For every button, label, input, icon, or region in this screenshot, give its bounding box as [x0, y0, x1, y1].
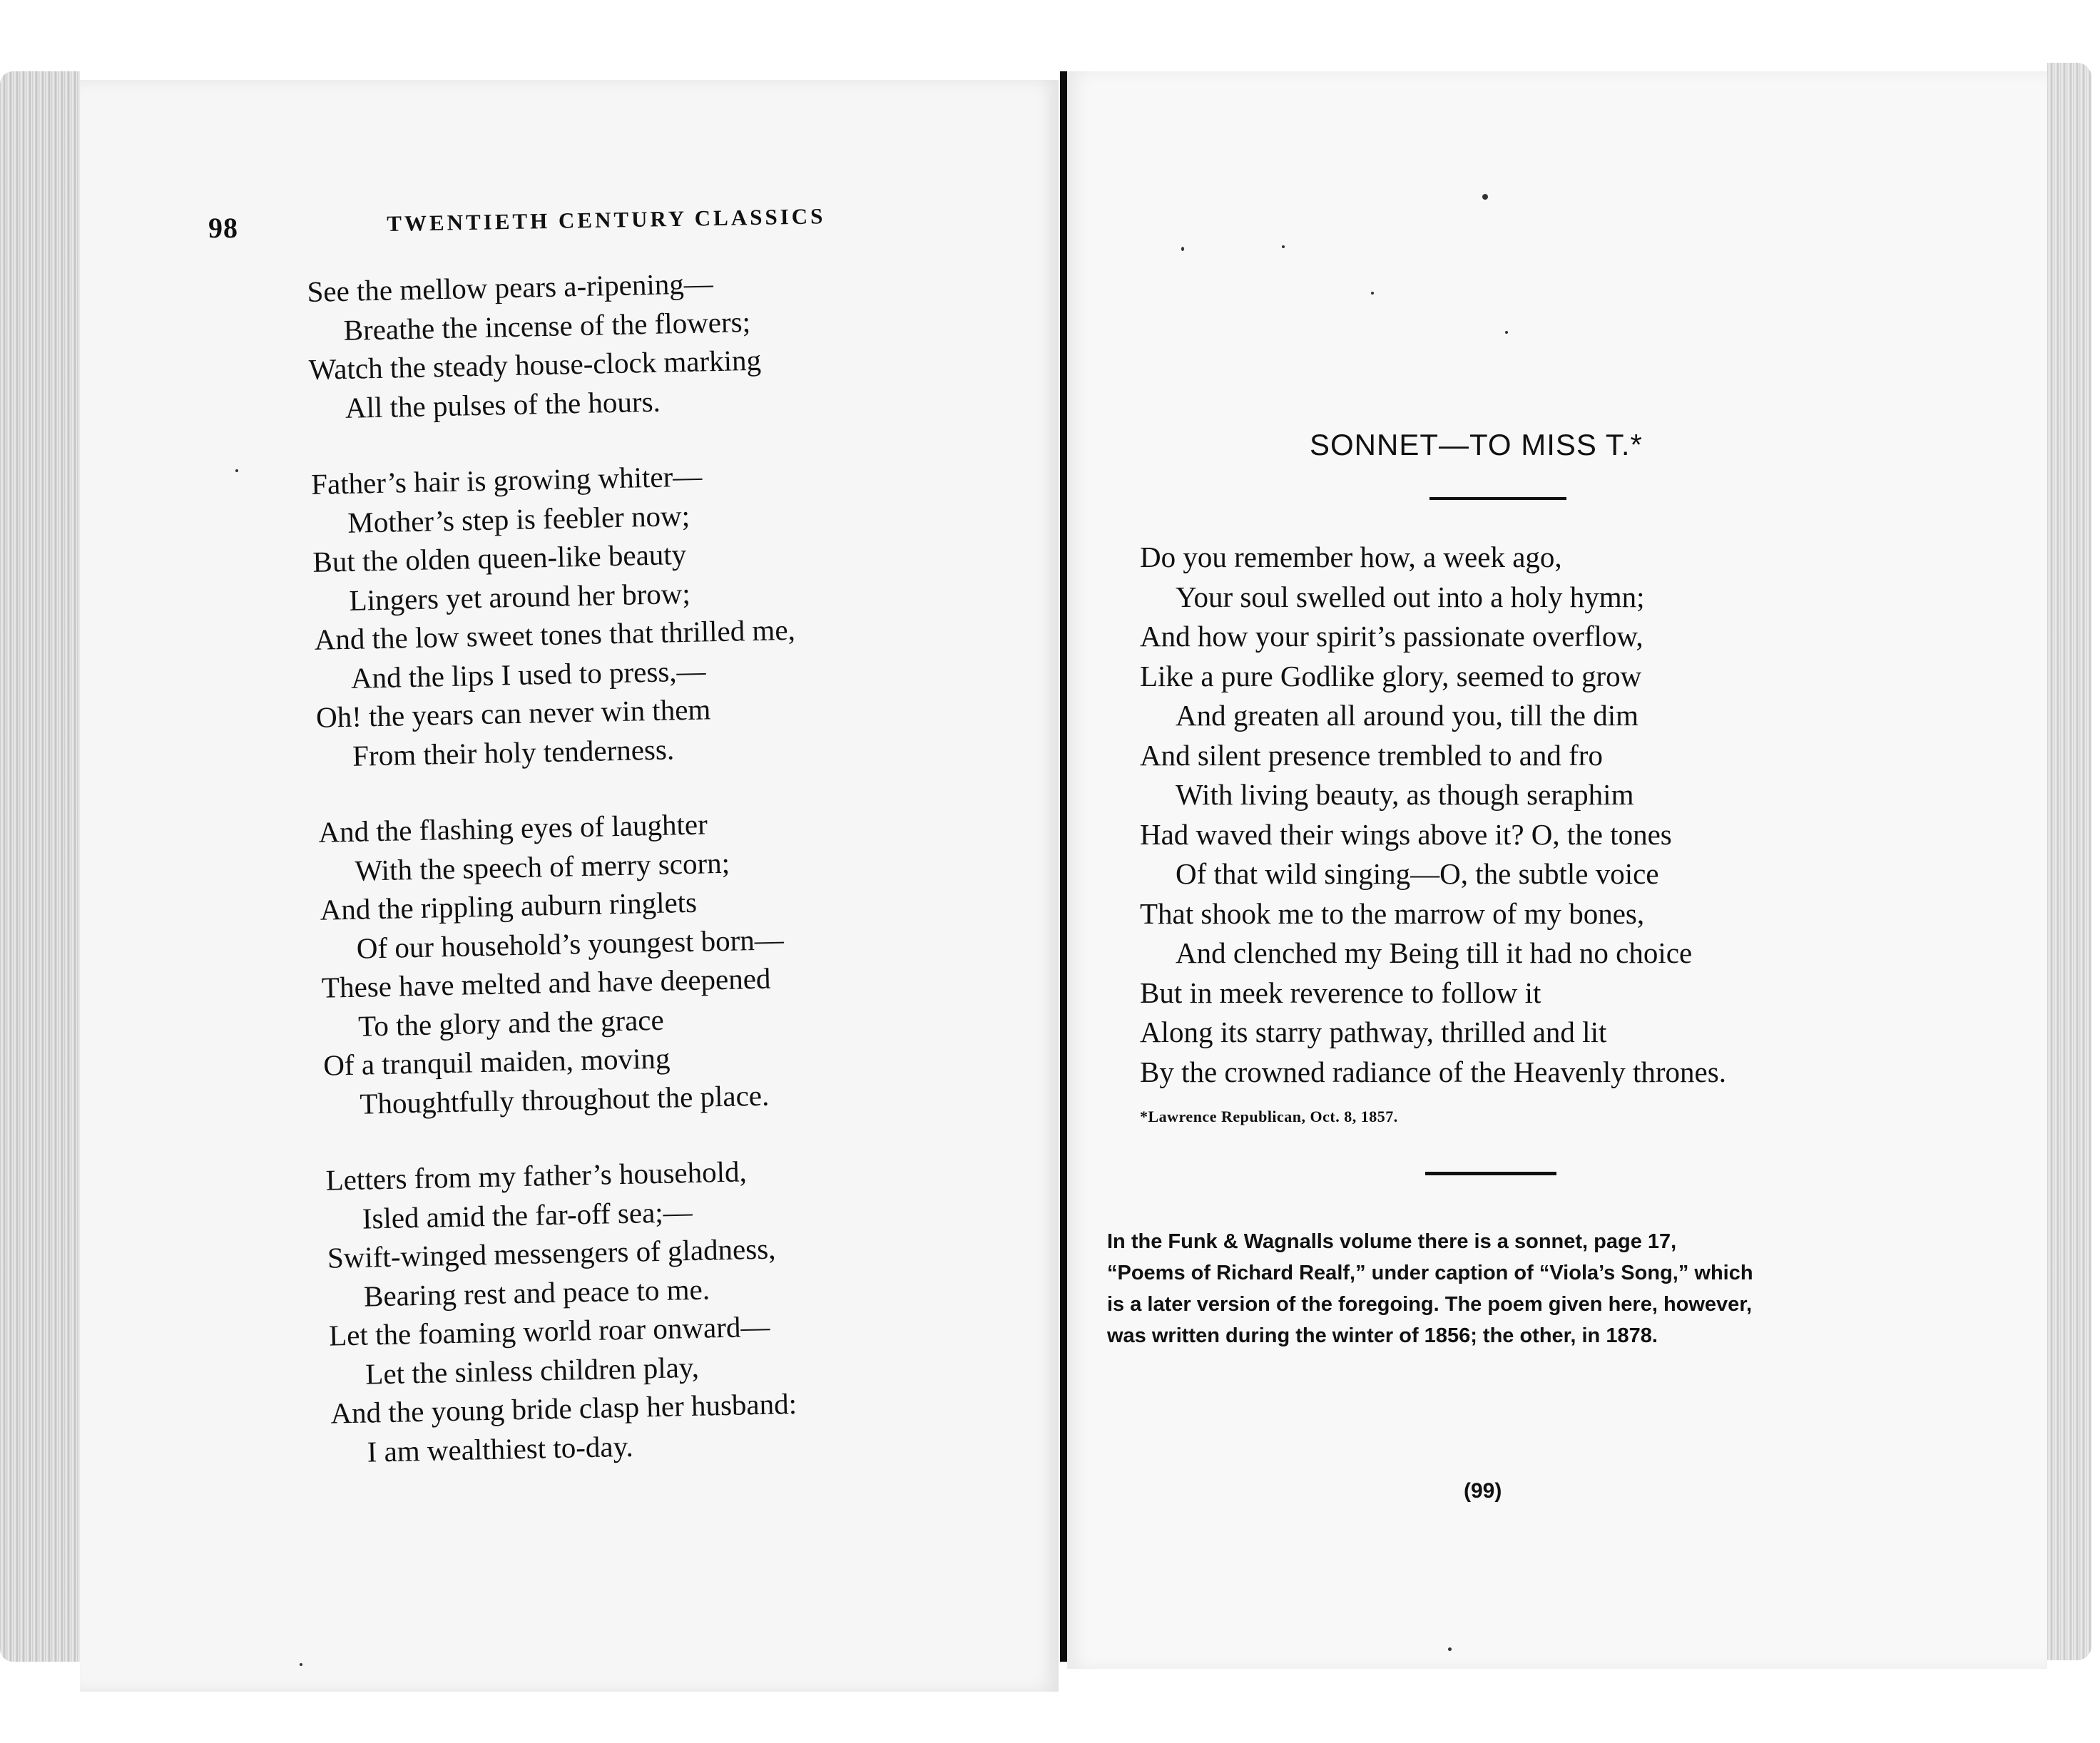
- poem-line: All the pulses of the hours.: [345, 384, 661, 424]
- poem-line: Swift-winged messengers of gladness,: [327, 1232, 776, 1274]
- print-speck: [235, 469, 238, 472]
- poem-line: Your soul swelled out into a holy hymn;: [1176, 580, 1645, 613]
- poem-line: Lingers yet around her brow;: [349, 576, 691, 617]
- poem-line: Breathe the incense of the flowers;: [343, 305, 751, 347]
- poem-line: Do you remember how, a week ago,: [1140, 541, 1562, 573]
- print-speck: [1482, 194, 1488, 200]
- note-line: In the Funk & Wagnalls volume there is a sonnet, page 17,: [1107, 1230, 1677, 1253]
- poem-line: Watch the steady house-clock marking: [308, 343, 762, 386]
- poem-line: These have melted and have deepened: [321, 961, 771, 1004]
- poem-line: And the flashing eyes of laughter: [317, 807, 708, 849]
- poem-line: Of our household’s youngest born—: [356, 922, 785, 965]
- poem-line: Of that wild singing—O, the subtle voice: [1176, 857, 1659, 890]
- poem-line: And greaten all around you, till the dim: [1176, 699, 1639, 732]
- right-page-number: (99): [1464, 1479, 1502, 1503]
- poem-line: See the mellow pears a-ripening—: [307, 267, 714, 308]
- poem-line: Father’s hair is growing whiter—: [310, 459, 703, 501]
- poem-line: Isled amid the far-off sea;—: [362, 1195, 693, 1235]
- poem-line: And the young bride clasp her husband:: [330, 1386, 797, 1430]
- poem-line: From their holy tenderness.: [352, 732, 675, 772]
- poem-line: Bearing rest and peace to me.: [363, 1272, 710, 1313]
- left-poem: [307, 257, 1046, 1509]
- poem-line: Letters from my father’s household,: [325, 1155, 748, 1197]
- stanza-1: [307, 257, 1023, 428]
- poem-line: And silent presence trembled to and fro: [1140, 738, 1603, 772]
- note-line: was written during the winter of 1856; the other, in 1878.: [1107, 1324, 1658, 1347]
- poem-line: By the crowned radiance of the Heavenly thrones.: [1140, 1055, 1726, 1088]
- print-speck: [1505, 331, 1508, 334]
- poem-line: Like a pure Godlike glory, seemed to grow: [1140, 659, 1642, 692]
- poem-line: Let the foaming world roar onward—: [328, 1309, 770, 1352]
- editor-note: [1107, 1226, 1920, 1351]
- poem-line: And the lips I used to press,—: [350, 653, 706, 695]
- print-speck: [1282, 245, 1285, 248]
- sonnet-poem: [1140, 538, 1925, 1092]
- poem-line: That shook me to the marrow of my bones,: [1140, 896, 1645, 930]
- print-speck: [300, 1663, 302, 1666]
- poem-line: To the glory and the grace: [357, 1003, 665, 1043]
- note-line: is a later version of the foregoing. The poem given here, however,: [1107, 1293, 1753, 1316]
- poem-line: I am wealthiest to-day.: [367, 1429, 634, 1468]
- print-speck: [1371, 292, 1374, 295]
- poem-line: And the rippling auburn ringlets: [320, 885, 698, 926]
- poem-line: Of a tranquil maiden, moving: [322, 1041, 671, 1082]
- running-head: TWENTIETH CENTURY CLASSICS: [387, 203, 826, 236]
- poem-line: With the speech of merry scorn;: [355, 846, 730, 887]
- poem-line: But the olden queen-like beauty: [312, 537, 687, 578]
- poem-line: And how your spirit’s passionate overflow,: [1140, 620, 1643, 653]
- poem-line: Mother’s step is feebler now;: [347, 499, 690, 539]
- page-edges-right: [2047, 63, 2091, 1660]
- poem-line: Thoughtfully throughout the place.: [359, 1078, 770, 1120]
- print-speck: [1181, 247, 1184, 251]
- stanza-3: [318, 798, 1038, 1124]
- poem-line: Oh! the years can never win them: [315, 692, 711, 734]
- title-rule: [1429, 497, 1566, 500]
- poem-line: Let the sinless children play,: [365, 1350, 700, 1391]
- poem-line: Along its starry pathway, thrilled and lit: [1140, 1016, 1607, 1048]
- left-page-number: 98: [208, 212, 238, 244]
- book-spine-gutter: [1060, 71, 1067, 1662]
- poem-line: And clenched my Being till it had no choice: [1176, 936, 1693, 969]
- poem-line: With living beauty, as though seraphim: [1176, 778, 1634, 811]
- poem-line: But in meek reverence to follow it: [1140, 976, 1541, 1009]
- stanza-4: [325, 1146, 1045, 1472]
- print-speck: [1448, 1647, 1452, 1651]
- stanza-2: [311, 450, 1031, 776]
- sonnet-title: SONNET—TO MISS T.*: [1310, 428, 1643, 461]
- poem-line: Had waved their wings above it? O, the tones: [1140, 817, 1672, 851]
- poem-line: And the low sweet tones that thrilled me,: [314, 613, 796, 656]
- footnote: *Lawrence Republican, Oct. 8, 1857.: [1140, 1108, 1398, 1125]
- page-edges-left: [0, 71, 80, 1662]
- note-line: “Poems of Richard Realf,” under caption of “Viola’s Song,” which: [1107, 1262, 1753, 1284]
- section-rule: [1425, 1172, 1556, 1175]
